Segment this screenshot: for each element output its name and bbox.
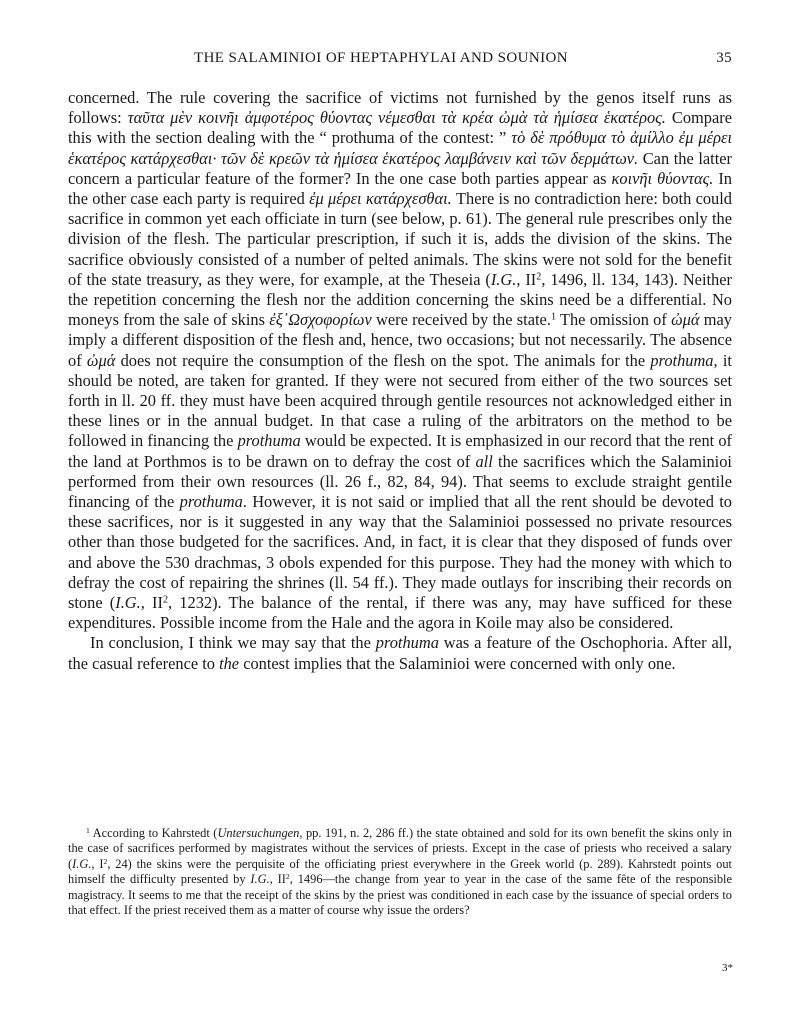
text-run: , pp. 191, n. 2, 286 ff.) the state obtained and sold for its own benefit the skins only in the case of sacrifices performed by magistrates without the services of priests. Except in the case of priests who received a salary ( <box>68 826 732 871</box>
page-header <box>68 50 732 74</box>
emphasis: all <box>475 451 493 471</box>
text-run: The omission of <box>556 310 672 330</box>
signature-mark: 3* <box>722 962 733 974</box>
greek-quote: κοινῆι θύοντας. <box>611 168 714 188</box>
text-run: would be expected. It is emphasized in our record that the rent of the land at Porthmos is to be drawn on to defray the cost of <box>68 431 733 471</box>
text-run: , it should be noted, are taken for granted. If they were not secured from either of the two sources set forth in ll. 20 ff. they must have been acquired through gentile resources not acknowledged either in these lines or in the annual budget. In that case a ruling of the arbitrators on the method to be followed in financing the <box>68 350 732 451</box>
superscript: 2 <box>536 271 542 283</box>
text-run: . However, it is not said or implied that all the rent should be devoted to these sacrifices, nor is it suggested in any way that the Salaminioi possessed no private resources other than those budgeted for the sacrifices. And, in fact, it is clear that they disposed of funds over and above the 530 drachmas, 3 obols expended for this purpose. They had the money with which to defray the cost of repairing the shrines (ll. 54 ff.). They made outlays for inscribing their records on stone ( <box>68 492 732 613</box>
superscript: 2 <box>103 856 108 866</box>
footnote-reference[interactable]: 1 <box>550 311 557 323</box>
footnote-1 <box>68 826 732 918</box>
text-run: were received by the state. <box>371 310 551 330</box>
citation-italic: I.G. <box>115 593 141 613</box>
greek-quote: ἐξ᾿Ωσχοφορίων <box>269 310 372 330</box>
paragraph-2 <box>68 633 732 673</box>
text-run: , 1496, ll. 134, 143). Neither the repetition concerning the flesh nor the addition concerning the skins need be a differential. No moneys from the sale of skins <box>68 269 732 330</box>
emphasis: prothuma <box>237 431 301 451</box>
text-run: , II <box>140 593 163 613</box>
text-run: According to Kahrstedt ( <box>89 826 218 840</box>
greek-quote: ἐμ μέρει κατάρχεσθαι. <box>309 189 452 209</box>
running-head: THE SALAMINIOI OF HEPTAPHYLAI AND SOUNION <box>194 50 568 66</box>
paragraph-1 <box>68 88 732 633</box>
text-run: Compare this with the section dealing with the “ prothuma of the contest: ” <box>68 108 732 148</box>
greek-quote: ταῦτα μὲν κοινῆι ἀμφοτέρος θύοντας νέμεσθαι τὰ κρέα ὠμὰ τὰ ἡμίσεα ἑκατέρος. <box>127 108 666 128</box>
text-run: the sacrifices which the Salaminioi performed from their own resources (ll. 26 f., 82, 84, 94). That seems to exclude straight gentile financing of the <box>68 451 732 512</box>
text-run: contest implies that the Salaminioi were concerned with only one. <box>239 653 676 673</box>
greek-quote: ὠμά <box>86 350 116 370</box>
citation-italic: I.G. <box>72 856 92 871</box>
text-run: In the other case each party is required <box>68 168 732 209</box>
body-text <box>68 88 732 674</box>
text-run: , 1496—the change from year to year in the case of the same fête of the responsible magistracy. It seems to me that the receipt of the skins by the priest was conditioned in each case by the issuance of special orders to that effect. If the priest received them as a matter of course why issue the orders? <box>68 872 733 918</box>
emphasis: prothuma <box>179 492 243 512</box>
citation-italic: I.G. <box>490 269 517 289</box>
text-run: was a feature of the Oschophoria. After all, the casual reference to <box>68 633 732 673</box>
superscript: 2 <box>162 594 169 606</box>
footnote-marker: 1 <box>86 825 90 835</box>
text-run: There is no contradiction here: both could sacrifice in common yet each officiate in turn (see below, p. 61). The general rule prescribes only the division of the flesh. The particular prescription, if such it is, adds the division of the skins. The sacrifice obviously consisted of a number of pelted animals. The skins were not sold for the benefit of the state treasury, as they were, for example, at the Theseia ( <box>68 189 732 289</box>
text-run: does not require the consumption of the flesh on the spot. The animals for the <box>115 350 651 370</box>
page-number: 35 <box>716 50 732 66</box>
footnote <box>68 826 732 918</box>
text-run: In conclusion, I think we may say that the <box>90 633 376 653</box>
text-run: concerned. The rule covering the sacrifice of victims not furnished by the genos itself runs as follows: <box>68 88 732 128</box>
superscript: 2 <box>285 872 290 881</box>
emphasis: prothuma <box>650 350 714 370</box>
emphasis: prothuma <box>375 633 439 653</box>
text-run: , I <box>91 856 104 871</box>
page <box>68 50 732 674</box>
text-run: , II <box>516 269 537 289</box>
greek-quote: ὠμά <box>671 310 700 330</box>
citation-italic: Untersuchungen <box>217 826 300 840</box>
citation-italic: I.G. <box>250 872 270 887</box>
text-run: , 24) the skins were the perquisite of the officiating priest everywhere in the Greek world (p. 289). Kahrstedt points out himself the difficulty presented by <box>68 856 732 887</box>
emphasis: the <box>219 653 240 673</box>
text-run: Can the latter concern a particular feature of the former? In the one case both parties appear as <box>68 148 732 188</box>
greek-quote: τὸ δὲ πρόθυμα τὸ ἀμίλλο ἐμ μέρει ἑκατέρος κατάρχεσθαι· τῶν δὲ κρεῶν τὰ ἡμίσεα ἑκατέρος λαμβάνειν καὶ τῶν δερμάτων. <box>68 128 732 168</box>
text-run: may imply a different disposition of the flesh and, hence, two occasions; but not necessarily. The absence of <box>68 310 732 370</box>
text-run: , 1232). The balance of the rental, if there was any, may have sufficed for these expenditures. Possible income from the Hale and the agora in Koile may also be considered. <box>68 593 732 633</box>
text-run: , II <box>269 872 286 887</box>
